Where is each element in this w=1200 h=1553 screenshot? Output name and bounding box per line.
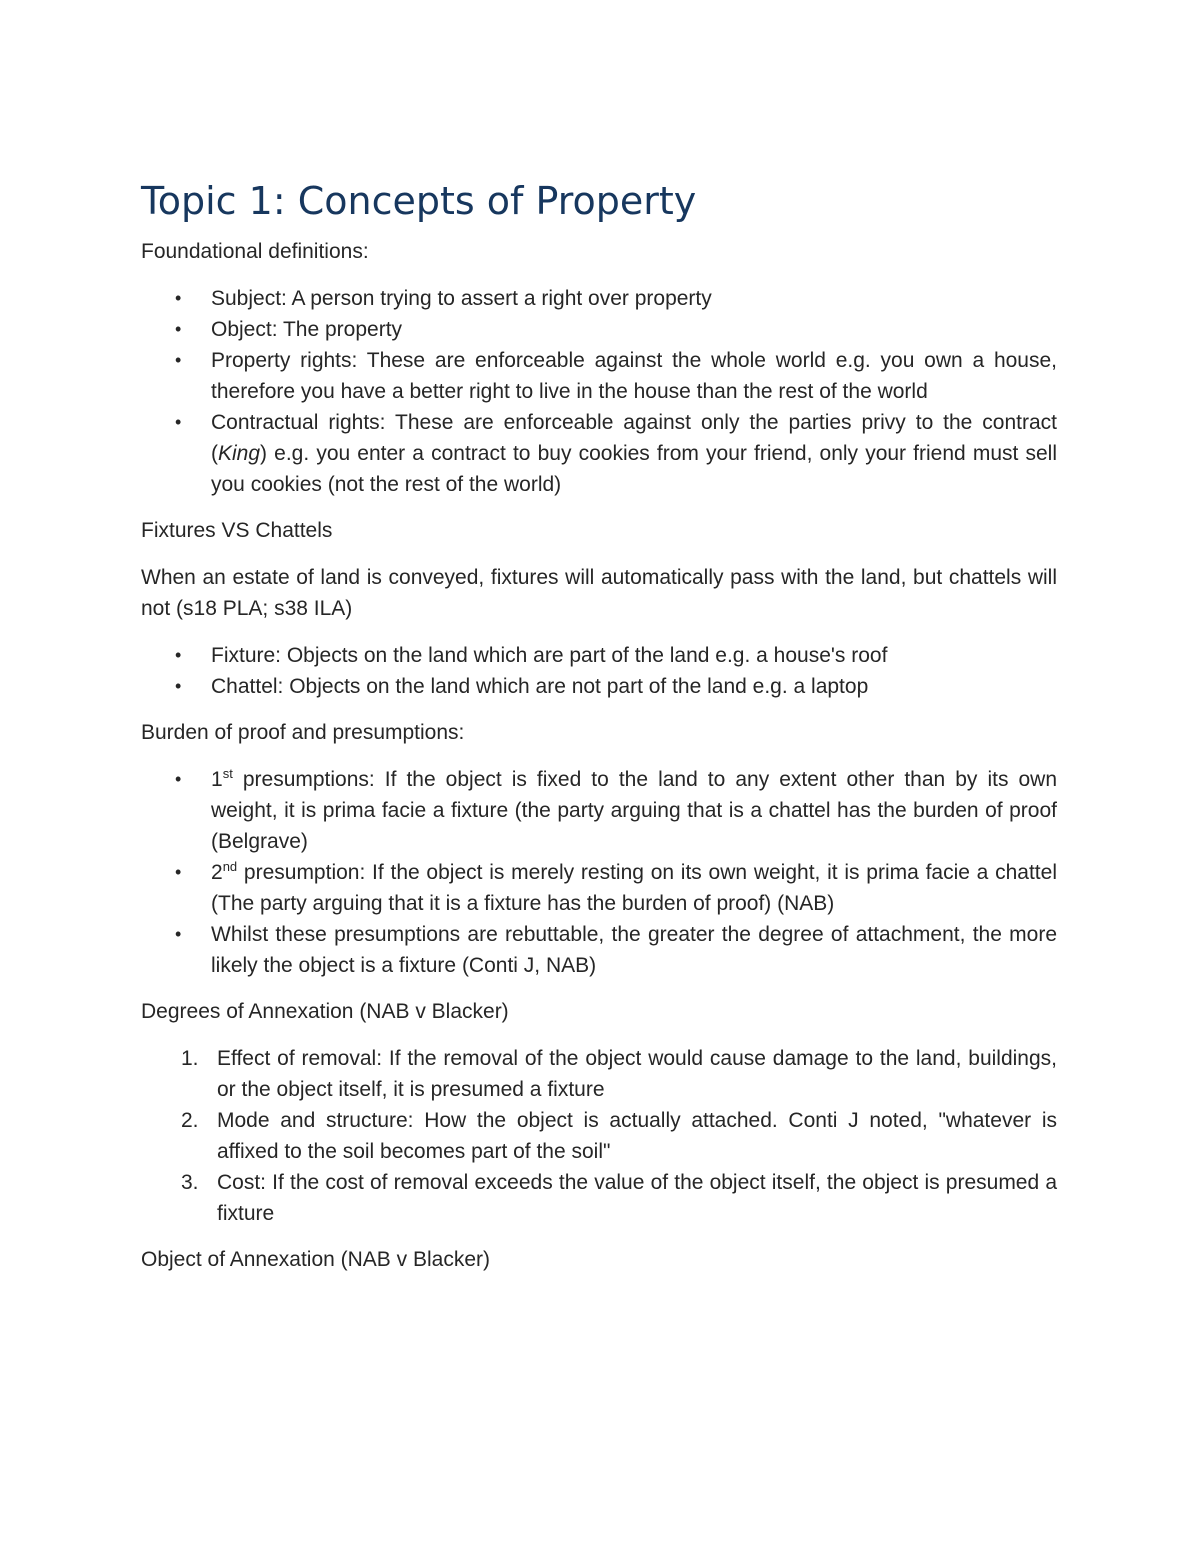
list-item [141,1105,1057,1167]
list-item [141,1043,1057,1105]
burden-heading: Burden of proof and presumptions: [141,721,465,744]
list-item [141,671,1057,702]
list-item [141,345,1057,407]
list-item [141,857,1057,919]
bullet-icon: • [175,412,182,432]
list-number: 2. [181,1109,199,1132]
list-item-text: Object: The property [211,318,403,341]
foundational-list [141,283,1057,500]
fixtures-list [141,640,1057,702]
ordinal-suffix: st [222,766,233,781]
list-item-text: Fixture: Objects on the land which are part of the land e.g. a house's roof [211,644,888,667]
list-item [141,640,1057,671]
fixtures-heading: Fixtures VS Chattels [141,519,333,542]
list-item-text: Whilst these presumptions are rebuttable, the greater the degree of attachment, the more likely the object is a fixture (Conti J, NAB) [211,923,1057,977]
ordinal-number: 1 [211,768,223,791]
bullet-icon: • [175,319,182,339]
ordinal-suffix: nd [222,859,238,874]
bullet-icon: • [175,862,182,882]
bullet-icon: • [175,676,182,696]
list-item-text: Mode and structure: How the object is actually attached. Conti J noted, "whatever is affixed to the soil becomes part of the soil" [217,1109,1057,1163]
bullet-icon: • [175,924,182,944]
degrees-heading: Degrees of Annexation (NAB v Blacker) [141,1000,509,1023]
list-item [141,764,1057,857]
burden-list [141,764,1057,981]
list-item-text: Contractual rights: These are enforceable against only the parties privy to the contract ( [211,411,1057,465]
page-title: Topic 1: Concepts of Property [141,179,697,223]
list-item [141,407,1057,500]
list-item [141,283,1057,314]
list-item-text: presumptions: If the object is fixed to the land to any extent other than by its own weight, it is prima facie a fixture (the party arguing that is a chattel has the burden of proof (Belgrave) [211,768,1057,853]
degrees-list [141,1043,1057,1229]
list-item-text: Subject: A person trying to assert a right over property [211,287,712,310]
list-item-text: presumption: If the object is merely resting on its own weight, it is prima facie a chattel (The party arguing that it is a fixture has the burden of proof) (NAB) [211,861,1057,915]
list-number: 3. [181,1171,199,1194]
object-heading: Object of Annexation (NAB v Blacker) [141,1248,490,1271]
list-item [141,919,1057,981]
list-number: 1. [181,1047,199,1070]
bullet-icon: • [175,288,182,308]
foundational-heading: Foundational definitions: [141,240,369,263]
list-item-text: ) e.g. you enter a contract to buy cookies from your friend, only your friend must sell you cookies (not the rest of the world) [211,442,1057,496]
ordinal-number: 2 [211,861,223,884]
list-item [141,314,1057,345]
bullet-icon: • [175,350,182,370]
list-item-text: Effect of removal: If the removal of the object would cause damage to the land, buildings, or the object itself, it is presumed a fixture [217,1047,1057,1101]
document-page [141,176,1057,1291]
bullet-icon: • [175,645,182,665]
case-name: King [218,442,261,465]
fixtures-paragraph: When an estate of land is conveyed, fixtures will automatically pass with the land, but chattels will not (s18 PLA; s38 ILA) [141,566,1057,620]
list-item-text: Chattel: Objects on the land which are not part of the land e.g. a laptop [211,675,869,698]
list-item-text: Cost: If the cost of removal exceeds the value of the object itself, the object is presumed a fixture [217,1171,1057,1225]
list-item-text: Property rights: These are enforceable against the whole world e.g. you own a house, therefore you have a better right to live in the house than the rest of the world [211,349,1057,403]
list-item [141,1167,1057,1229]
bullet-icon: • [175,769,182,789]
